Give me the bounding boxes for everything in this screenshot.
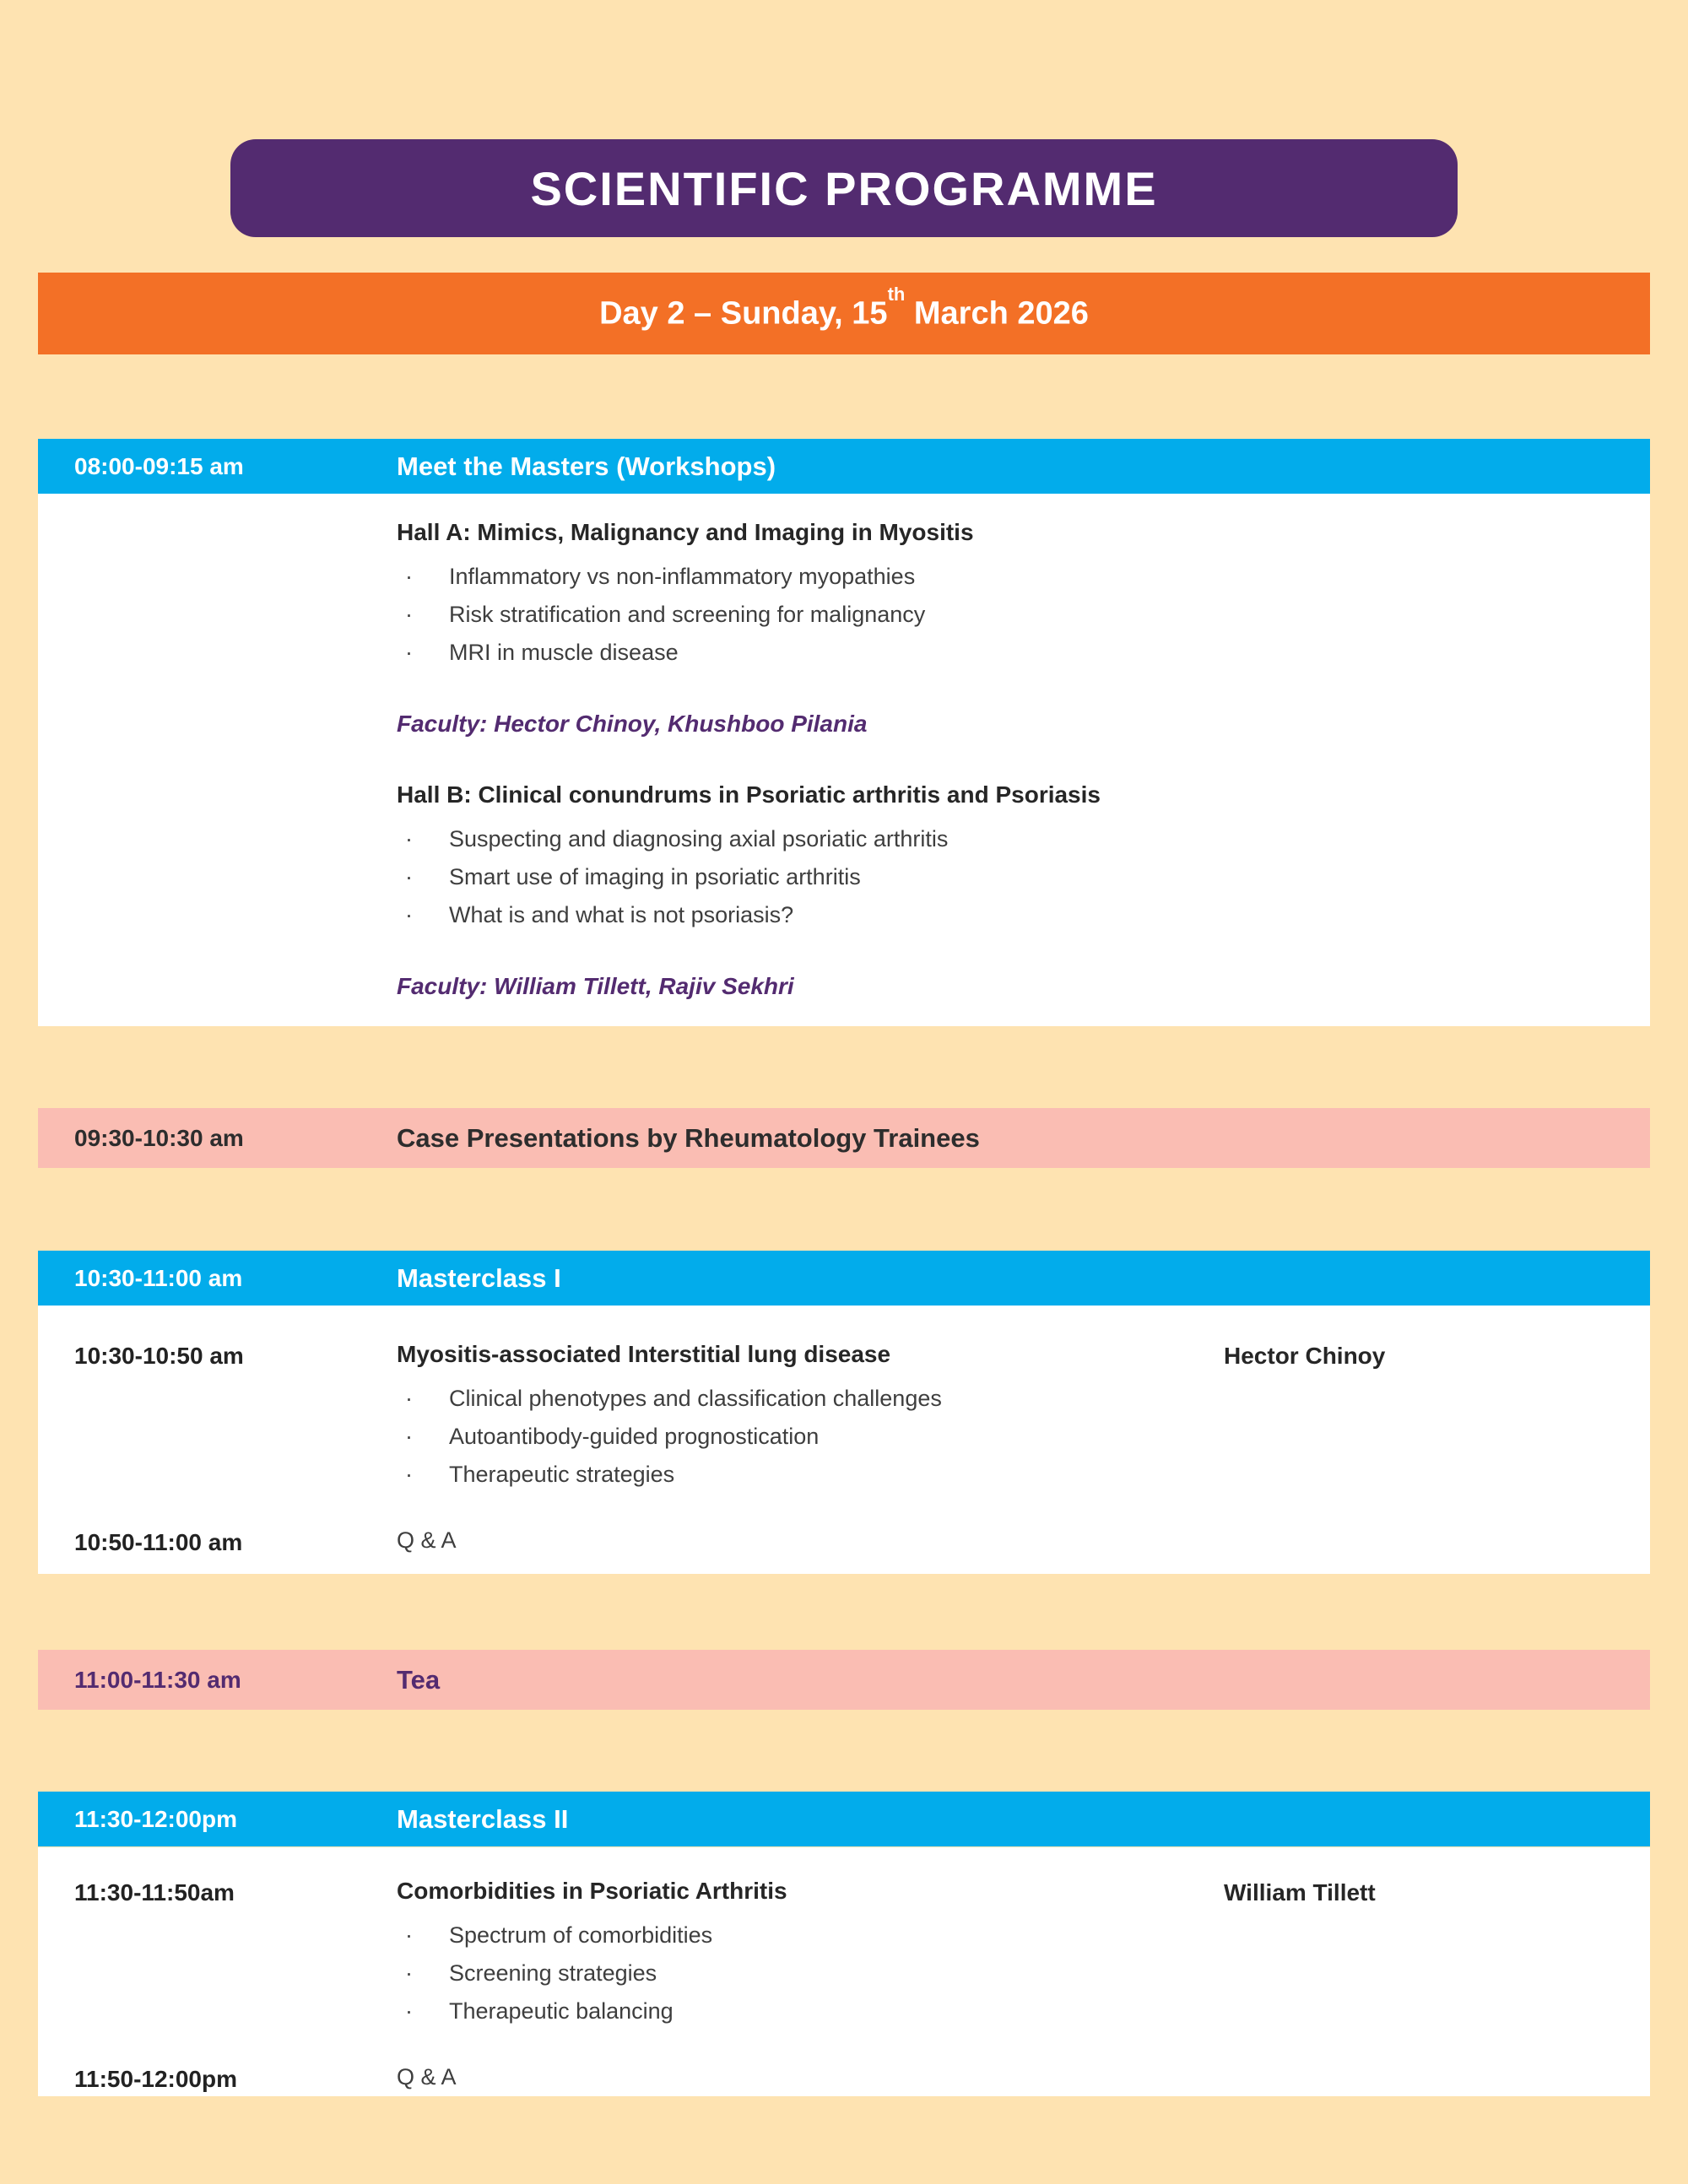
session-time: 11:00-11:30 am [74,1666,241,1693]
talk-time: 10:30-10:50 am [74,1343,244,1369]
bullet-item: · Screening strategies [397,1954,1224,1992]
talk-content [397,1341,1224,1494]
session-header-masterclass-2 [38,1792,1650,1846]
qa-label: Q & A [397,1527,457,1553]
session-body-masterclass-1 [38,1306,1650,1574]
session-header-workshops [38,439,1650,494]
bullet-item: · Inflammatory vs non-inflammatory myopathies [397,558,1650,596]
bullet-item: · Smart use of imaging in psoriatic arthritis [397,858,1650,896]
day-banner [38,273,1650,354]
session-header-masterclass-1 [38,1251,1650,1306]
bullet-dot-icon: · [405,1998,413,2024]
qa-time: 10:50-11:00 am [74,1529,243,1555]
talk-row [74,1878,1650,2030]
day-banner-text: Day 2 – Sunday, 15th March 2026 [599,283,1089,332]
talk-content [397,1878,1224,2030]
bullet-item: · Autoantibody-guided prognostication [397,1418,1224,1456]
session-title: Tea [397,1664,441,1695]
bullet-item: · Therapeutic strategies [397,1456,1224,1494]
hall-a-bullets [397,558,1650,672]
bullet-dot-icon: · [405,1462,413,1487]
page-title: SCIENTIFIC PROGRAMME [530,161,1158,215]
bullet-item: · MRI in muscle disease [397,634,1650,672]
hall-b-bullets [397,820,1650,934]
hall-b-title: Hall B: Clinical conundrums in Psoriatic arthritis and Psoriasis [397,781,1101,808]
bullet-dot-icon: · [405,826,413,851]
bullet-item: · Spectrum of comorbidities [397,1916,1224,1954]
session-time: 10:30-11:00 am [74,1264,243,1291]
qa-row [74,2064,1650,2093]
hall-b-block [397,781,1650,1000]
session-time: 09:30-10:30 am [74,1124,244,1151]
bullet-dot-icon: · [405,1922,413,1948]
bullet-item: · Suspecting and diagnosing axial psoriatic arthritis [397,820,1650,858]
talk-bullets [397,1916,1224,2030]
talk-speaker: Hector Chinoy [1224,1343,1386,1369]
session-title: Meet the Masters (Workshops) [397,451,776,481]
bullet-dot-icon: · [405,1960,413,1986]
ordinal-superscript: th [887,283,906,305]
hall-a-title: Hall A: Mimics, Malignancy and Imaging in Myositis [397,519,974,545]
bullet-item: · Risk stratification and screening for malignancy [397,596,1650,634]
talk-bullets [397,1380,1224,1494]
qa-row [74,1527,1650,1556]
session-body-masterclass-2 [38,1847,1650,2096]
qa-label: Q & A [397,2064,457,2089]
hall-a-faculty: Faculty: Hector Chinoy, Khushboo Pilania [397,711,868,737]
talk-time: 11:30-11:50am [74,1879,235,1906]
talk-row [74,1341,1650,1494]
talk-speaker: William Tillett [1224,1879,1376,1906]
session-title: Case Presentations by Rheumatology Trainees [397,1122,980,1153]
bullet-dot-icon: · [405,864,413,889]
bullet-item: · What is and what is not psoriasis? [397,896,1650,934]
bullet-item: · Therapeutic balancing [397,1992,1224,2030]
bullet-dot-icon: · [405,564,413,589]
talk-title: Comorbidities in Psoriatic Arthritis [397,1878,787,1904]
bullet-item: · Clinical phenotypes and classification challenges [397,1380,1224,1418]
session-time: 08:00-09:15 am [74,452,244,479]
session-time: 11:30-12:00pm [74,1805,238,1832]
hall-b-faculty: Faculty: William Tillett, Rajiv Sekhri [397,973,794,999]
bullet-dot-icon: · [405,1386,413,1411]
page-title-banner [230,139,1458,237]
bullet-dot-icon: · [405,640,413,665]
session-body-workshops [38,494,1650,1026]
hall-a-block [397,519,1650,738]
session-header-tea [38,1650,1650,1710]
talk-title: Myositis-associated Interstitial lung disease [397,1341,891,1367]
qa-time: 11:50-12:00pm [74,2066,238,2092]
session-title: Masterclass I [397,1262,561,1293]
bullet-dot-icon: · [405,902,413,927]
bullet-dot-icon: · [405,1424,413,1449]
session-title: Masterclass II [397,1803,569,1834]
bullet-dot-icon: · [405,602,413,627]
session-header-case-presentations [38,1108,1650,1168]
